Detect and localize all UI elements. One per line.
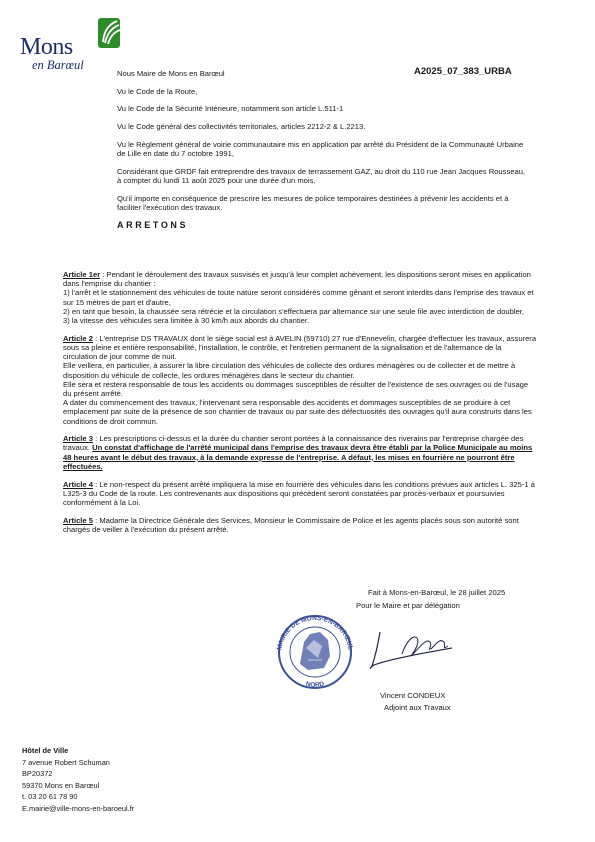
signer-name: Vincent CONDEUX <box>380 691 446 700</box>
article-text: : Madame la Directrice Générale des Services, Monsieur le Commissaire de Police et les agents placés sous son autorité sont chargés de veiller à l'exécution du présent arrêté. <box>63 515 519 534</box>
decision-title: ARRETONS <box>117 219 189 230</box>
footer-phone: t. 03 20 61 78 90 <box>22 792 78 802</box>
authority-line: Nous Maire de Mons en Barœul <box>117 69 225 78</box>
visa-line: Vu le Code général des collectivités territoriales, articles 2212-2 & L.2213. <box>117 122 366 132</box>
article-text: : Les prescriptions ci-dessus et la durée du chantier seront portées à la connaissance des riverains par l'entreprise chargée des travaux. <box>63 434 524 453</box>
article-2 <box>63 334 537 426</box>
article-text: Elle veillera, en particulier, à assurer la libre circulation des véhicules de collecte des ordures ménagères ou de collecter et de mettre à disposition du véhicule de collecte, les ordures ménagères dans le secteur du chantier. <box>63 361 516 380</box>
article-5 <box>63 516 537 534</box>
signer-role: Adjoint aux Travaux <box>384 703 451 712</box>
article-text: : Le non-respect du présent arrêté impliquera la mise en fourrière des véhicules dans les conditions prévues aux articles L. 325-1 à L325-3 du Code de la route. Les contrevenants aux dispositions qui précèdent seront constatées par procès-verbaux et poursuivies conformément à la Loi. <box>63 479 535 507</box>
visa-line: Vu le Code de la Sécurité Intérieure, notamment son article L.511-1 <box>117 104 344 114</box>
considerant-paragraph: Considérant que GRDF fait entreprendre des travaux de terrassement GAZ, au droit du 110 rue Jean Jacques Rousseau, à compter du lundi 11 août 2025 pour une durée d'un mois. <box>117 166 526 185</box>
article-emphasis: Un constat d'affichage de l'arrêté municipal dans l'emprise des travaux devra être établi par la Police Municipale au moins 48 heures avant le début des travaux, à la demande expresse de l'entreprise. A défaut, les mises en fourrière ne pourront être effectuées. <box>63 443 533 471</box>
seal-emblem-icon <box>300 632 330 670</box>
document-reference: A2025_07_383_URBA <box>414 66 512 77</box>
article-4 <box>63 480 537 508</box>
article-1 <box>63 270 537 325</box>
article-label: Article 1er <box>63 270 101 279</box>
footer-street: 7 avenue Robert Schuman <box>22 757 110 767</box>
intro-section <box>117 69 527 236</box>
footer-bp: BP20372 <box>22 769 53 779</box>
article-item: 3) la vitesse des véhicules sera limitée à 30 km/h aux abords du chantier. <box>63 316 310 326</box>
article-text: A dater du commencement des travaux, l'intervenant sera responsable des accidents et dommages susceptibles de se produire à cet emplacement par suite de la présence de son chantier de travaux ou par suite des défectuosités des ouvrages qu'il aura construits dans les conditions de droit commun. <box>63 398 532 426</box>
article-label: Article 3 <box>63 434 93 444</box>
article-label: Article 2 <box>63 333 93 343</box>
article-3 <box>63 434 537 471</box>
visa-line: Vu le Code de la Route, <box>117 86 198 96</box>
delegation-line: Pour le Maire et par délégation <box>356 601 460 610</box>
place-date: Fait à Mons-en-Barœul, le 28 juillet 2025 <box>368 588 506 597</box>
considerant-paragraph: Qu'il importe en conséquence de prescrire les mesures de police temporaires destinées à prévenir les accidents et à faciliter l'exécution des travaux. <box>117 193 509 212</box>
footer-address <box>22 745 134 815</box>
footer-city: 59370 Mons en Barœul <box>22 780 100 790</box>
article-item: 2) en tant que besoin, la chaussée sera rétrécie et la circulation s'effectuera par alternance sur une seule file avec interdiction de doubler, <box>63 306 525 316</box>
footer-title: Hôtel de Ville <box>22 746 69 755</box>
official-seal <box>268 612 362 690</box>
city-logo <box>18 16 128 74</box>
handwritten-signature <box>366 624 464 674</box>
article-item: 1) l'arrêt et le stationnement des véhicules de toute nature seront considérés comme gênant et seront interdits dans l'emprise des travaux et sur 15 mètres de part et d'autre, <box>63 288 534 307</box>
footer-email: E.mairie@ville-mons-en-baroeul.fr <box>22 803 135 813</box>
logo-wordmark: Mons <box>20 34 73 60</box>
article-label: Article 4 <box>63 479 93 489</box>
visa-line: Vu le Règlement général de voirie communautaire mis en application par arrêté du Président de la Communauté Urbaine de Lille en date du 7 octobre 1991, <box>117 139 524 159</box>
articles-section <box>63 270 537 543</box>
article-text: : L'entreprise DS TRAVAUX dont le siège social est à AVELIN (59710) 27 rue d'Ennevelin, chargée d'effectuer les travaux, assurera sous sa pleine et entière responsabilité, l'installation, le contrôle, et l'entretien permanent de la signalisation et de l'alternance de la circulation de jour comme de nuit. <box>63 333 537 362</box>
logo-leaf-icon <box>96 16 124 50</box>
seal-bottom-text: NORD <box>304 680 326 690</box>
logo-subtitle: en Barœul <box>32 58 84 72</box>
seal-top-text: MAIRIE DE MONS-EN-BARŒUL <box>276 614 354 651</box>
article-text: : Pendant le déroulement des travaux susvisés et jusqu'à leur complet achèvement, les dispositions seront mises en application dans l'emprise du chantier : <box>63 270 531 289</box>
article-text: Elle sera et restera responsable de tous les accidents ou dommages susceptibles de résulter de l'existence de ses ouvrages ou de l'usage du présent arrêté. <box>63 379 529 398</box>
article-label: Article 5 <box>63 515 93 525</box>
